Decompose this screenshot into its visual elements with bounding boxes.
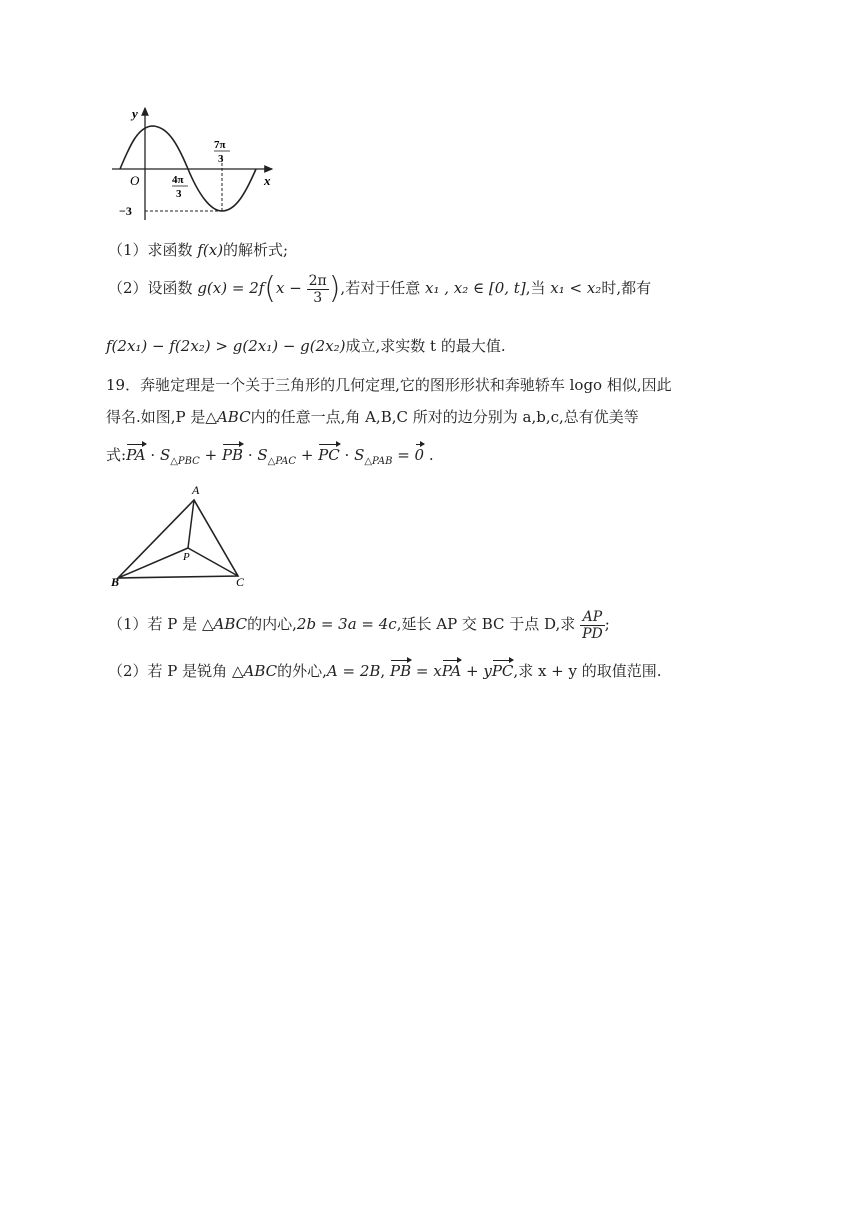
- segment-pa: [188, 500, 194, 548]
- func-g: g(x) = 2f: [197, 279, 265, 297]
- ap-over-pd: $\frac{AP}{PD}$: [582, 608, 603, 642]
- vec-pc: PC: [318, 446, 340, 464]
- vec-zero: 0: [414, 446, 425, 464]
- point-p: P: [183, 551, 190, 563]
- domain-expr: x₁ , x₂ ∈ [0, t]: [424, 279, 526, 297]
- two-pi-over-3: $\frac{2\pi}{3}$: [308, 272, 327, 306]
- vertex-a: A: [192, 483, 200, 497]
- inequality: f(2x₁) − f(2x₂) > g(2x₁) − g(2x₂): [106, 337, 346, 355]
- origin-label: O: [130, 173, 140, 188]
- sine-graph: [110, 100, 285, 225]
- triangle-diagram: [108, 478, 258, 593]
- tick-7pi-num: 7π: [214, 139, 226, 151]
- vec-pb: PB: [221, 446, 244, 464]
- side-relation: 2b = 3a = 4c: [296, 615, 397, 633]
- vec-pa: PA: [126, 446, 146, 464]
- tick-4pi-den: 3: [176, 188, 182, 200]
- func-f: f(x): [197, 241, 224, 259]
- x-label: x: [264, 173, 271, 188]
- min-label: −3: [119, 204, 132, 218]
- y-label: y: [132, 106, 138, 121]
- q19-line2: 得名.如图,P 是△ABC内的任意一点,角 A,B,C 所对的边分别为 a,b,c,总有优美等: [106, 408, 639, 426]
- q19-line1: 19．奔驰定理是一个关于三角形的几何定理,它的图形形状和奔驰轿车 logo 相似,因此: [106, 376, 672, 394]
- q19-formula: 式:PA · $S_{\triangle PBC}$ + PB · $S_{\triangle PAC}$ + PC · $S_{\triangle PAB} = 0$ .: [106, 446, 434, 467]
- q19-part1: （1）若 P 是 △ABC的内心,2b = 3a = 4c,延长 AP 交 BC 于点 D,求 $\frac{AP}{PD}$ ;: [108, 608, 610, 642]
- q18-part3: f(2x₁) − f(2x₂) > g(2x₁) − g(2x₂)成立,求实数 t 的最大值.: [106, 337, 506, 355]
- segment-pb: [118, 548, 188, 578]
- order-cond: x₁ < x₂: [550, 279, 602, 297]
- tick-4pi-num: 4π: [172, 174, 184, 186]
- q18-part2: （2）设函数 g(x) = 2f(x − $\frac{2\pi}{3}$ ),若对于任意 x₁ , x₂ ∈ [0, t],当 x₁ < x₂时,都有: [108, 271, 652, 306]
- angle-relation: A = 2B: [326, 662, 381, 680]
- vertex-b: B: [111, 575, 120, 589]
- q18-part1: （1）求函数 f(x)的解析式;: [108, 241, 289, 259]
- tick-7pi-den: 3: [218, 153, 224, 165]
- vertex-c: C: [236, 575, 245, 589]
- q19-part2: （2）若 P 是锐角 △ABC的外心,A = 2B, PB = xPA + yPC,求 x + y 的取值范围.: [108, 662, 662, 680]
